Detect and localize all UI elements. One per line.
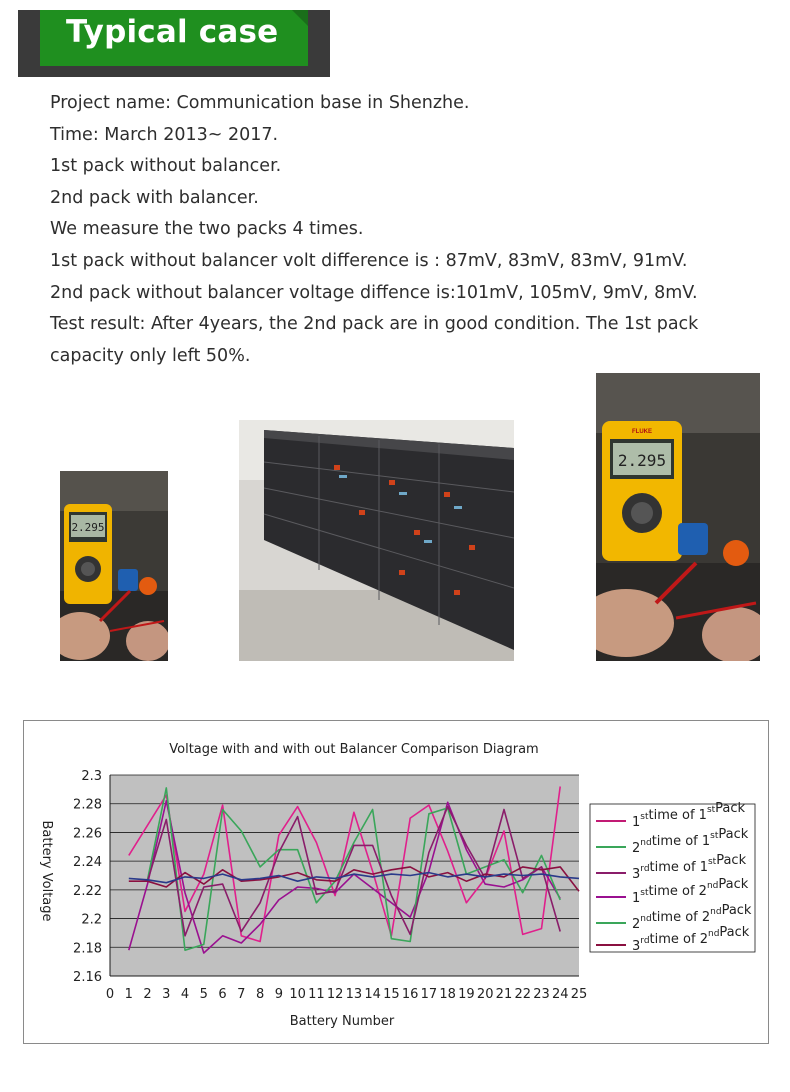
x-tick-label: 22 — [514, 987, 531, 1002]
x-tick-label: 25 — [570, 987, 588, 1002]
x-axis-label: Battery Number — [289, 1014, 395, 1029]
x-tick-label: 7 — [237, 987, 246, 1002]
chart-legend — [590, 801, 755, 954]
x-tick-label: 23 — [533, 987, 550, 1002]
x-tick-label: 4 — [180, 987, 190, 1002]
y-tick-label: 2.16 — [73, 970, 102, 985]
case-description — [50, 88, 770, 372]
x-tick-label: 11 — [308, 987, 325, 1002]
page-title: Typical case — [66, 14, 279, 50]
x-tick-label: 6 — [218, 987, 227, 1002]
y-tick-label: 2.22 — [73, 883, 102, 899]
y-axis-label: Battery Voltage — [39, 820, 54, 922]
legend-label-1: 1sttime of 1stPack — [632, 801, 746, 830]
description-line: 1st pack without balancer. — [50, 156, 282, 177]
x-tick-label: 2 — [143, 987, 152, 1002]
x-tick-label: 20 — [476, 987, 494, 1002]
header-banner-fold — [292, 10, 308, 26]
x-tick-label: 0 — [105, 987, 115, 1002]
y-tick-label: 2.26 — [73, 826, 102, 842]
multimeter-photo-right — [596, 373, 760, 661]
y-tick-label: 2.28 — [73, 797, 102, 813]
voltage-comparison-chart — [23, 720, 769, 1044]
y-tick-label: 2.3 — [81, 769, 102, 784]
y-tick-label: 2.2 — [81, 912, 102, 928]
legend-label-6: 3rdtime of 2ndPack — [632, 925, 750, 954]
meter-brand: FLUKE — [632, 429, 652, 435]
meter-reading-left: 2.295 — [71, 521, 105, 534]
x-tick-label: 16 — [401, 987, 419, 1002]
battery-rack-photo — [239, 420, 514, 661]
description-line: 2nd pack with balancer. — [50, 187, 259, 208]
x-tick-label: 24 — [551, 987, 569, 1002]
meter-reading-right: 2.295 — [617, 451, 667, 470]
x-tick-label: 10 — [289, 987, 306, 1002]
x-tick-label: 5 — [199, 987, 208, 1002]
legend-label-5: 2ndtime of 2ndPack — [632, 903, 752, 932]
chart-canvas — [24, 721, 770, 1045]
y-tick-label: 2.24 — [73, 855, 102, 871]
description-line: 1st pack without balancer volt difference is : 87mV, 83mV, 83mV, 91mV. — [50, 250, 688, 271]
x-tick-label: 3 — [162, 987, 171, 1002]
description-line: We measure the two packs 4 times. — [50, 219, 364, 240]
x-tick-label: 15 — [383, 987, 400, 1002]
x-tick-label: 9 — [274, 987, 283, 1002]
legend-label-3: 3rdtime of 1stPack — [632, 853, 747, 882]
description-line: Project name: Communication base in Shenzhe. — [50, 93, 470, 113]
multimeter-photo-left — [60, 471, 168, 661]
x-tick-label: 19 — [458, 987, 475, 1002]
x-tick-label: 21 — [495, 987, 513, 1002]
x-tick-label: 17 — [420, 987, 438, 1002]
legend-label-4: 1sttime of 2ndPack — [632, 877, 749, 906]
x-tick-label: 12 — [326, 987, 344, 1002]
x-tick-label: 1 — [124, 987, 133, 1002]
x-tick-label: 14 — [364, 987, 381, 1002]
x-tick-label: 18 — [439, 987, 456, 1002]
y-tick-label: 2.18 — [73, 941, 102, 957]
chart-title: Voltage with and with out Balancer Comparison Diagram — [169, 742, 539, 757]
description-line: Test result: After 4years, the 2nd pack are in good condition. The 1st pack capacity only left 50%. — [50, 314, 699, 366]
x-tick-label: 8 — [255, 987, 265, 1002]
x-tick-label: 13 — [345, 987, 363, 1002]
legend-label-2: 2ndtime of 1stPack — [632, 827, 749, 856]
description-line: Time: March 2013~ 2017. — [50, 124, 279, 145]
description-line: 2nd pack without balancer voltage diffence is:101mV, 105mV, 9mV, 8mV. — [50, 282, 698, 303]
